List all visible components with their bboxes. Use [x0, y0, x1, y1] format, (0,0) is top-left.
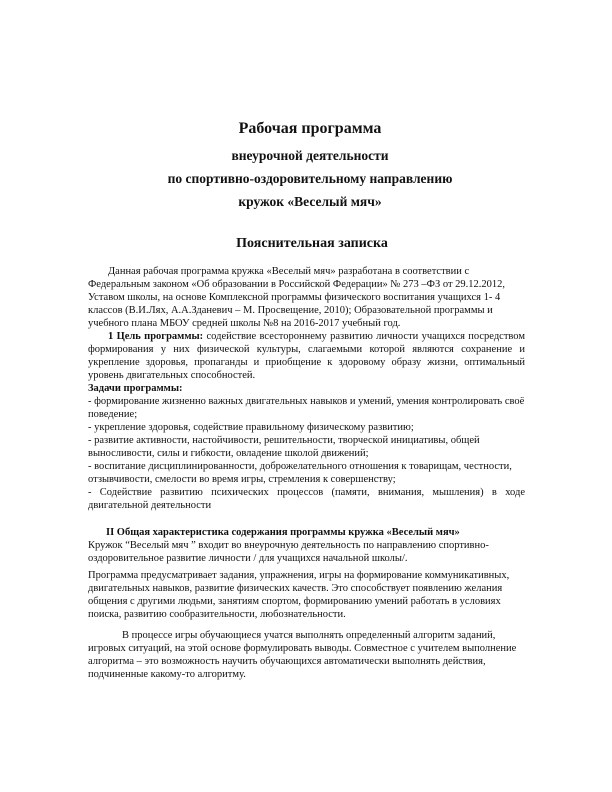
section-heading-explanatory-note: Пояснительная записка: [236, 236, 388, 251]
task-item: - Содействие развитию психических процессов (памяти, внимания, мышления) в ходе двигательной деятельности: [88, 487, 525, 511]
task-item: - формирование жизненно важных двигательных навыков и умений, умения контролировать своё поведение;: [88, 396, 525, 420]
title-line-2: внеурочной деятельности: [231, 148, 389, 163]
title-line-1: Рабочая программа: [238, 120, 382, 137]
section2-paragraph-1: Кружок “Веселый мяч ” входит во внеурочную деятельность по направлению спортивно-оздоровительное развитие личности / для учащихся начальной школы/.: [88, 540, 489, 564]
goal-text: содействие всестороннему развитию личности учащихся посредством формирования у них физической культуры, слагаемыми которой являются сохранение и укрепление здоровья, пропаганды и приобщение к здоровому образу жизни, оптимальный уровень двигательных способностей.: [88, 331, 525, 381]
task-item: - развитие активности, настойчивости, решительности, творческой инициативы, общей выносливости, силы и гибкости, овладение школой движений;: [88, 435, 480, 459]
title-line-4: кружок «Веселый мяч»: [238, 194, 382, 209]
section-heading-general-characteristics: II Общая характеристика содержания программы кружка «Веселый мяч»: [106, 527, 460, 538]
section2-paragraph-2: Программа предусматривает задания, упражнения, игры на формирование коммуникативных, двигательных навыков, развитие физических качеств. Это способствует появлению желания общения с другими людьми, занятиям спортом, формированию умений работать в условиях поиска, развитию сообразительности, любознательности.: [88, 570, 510, 620]
goal-paragraph: [88, 330, 525, 382]
goal-label: 1 Цель программы:: [108, 331, 204, 342]
document-body: [88, 265, 525, 681]
task-item: - воспитание дисциплинированности, доброжелательного отношения к товарищам, честности, отзывчивости, смелости во время игры, стремления к совершенству;: [88, 461, 512, 485]
section2-paragraph-3: В процессе игры обучающиеся учатся выполнять определенный алгоритм заданий, игровых ситуаций, на этой основе формулировать выводы. Совместное с учителем выполнение алгоритма – это возможность научить обучающихся автоматически выполнять действия, подчиненные какому-то алгоритму.: [88, 630, 517, 680]
title-block: [0, 118, 612, 213]
task-item: - укрепление здоровья, содействие правильному физическому развитию;: [88, 422, 414, 433]
title-line-3: по спортивно-оздоровительному направлению: [167, 171, 453, 186]
tasks-heading: Задачи программы:: [88, 383, 183, 394]
intro-paragraph: Данная рабочая программа кружка «Веселый мяч» разработана в соответствии с Федеральным законом «Об образовании в Российской Федерации» № 273 –ФЗ от 29.12.2012, Уставом школы, на основе Комплексной программы физического воспитания учащихся 1- 4 классов (В.И.Лях, А.А.Зданевич – М. Просвещение, 2010); Образовательной программы и учебного плана МБОУ средней школы №8 на 2016-2017 учебный год.: [88, 266, 506, 329]
